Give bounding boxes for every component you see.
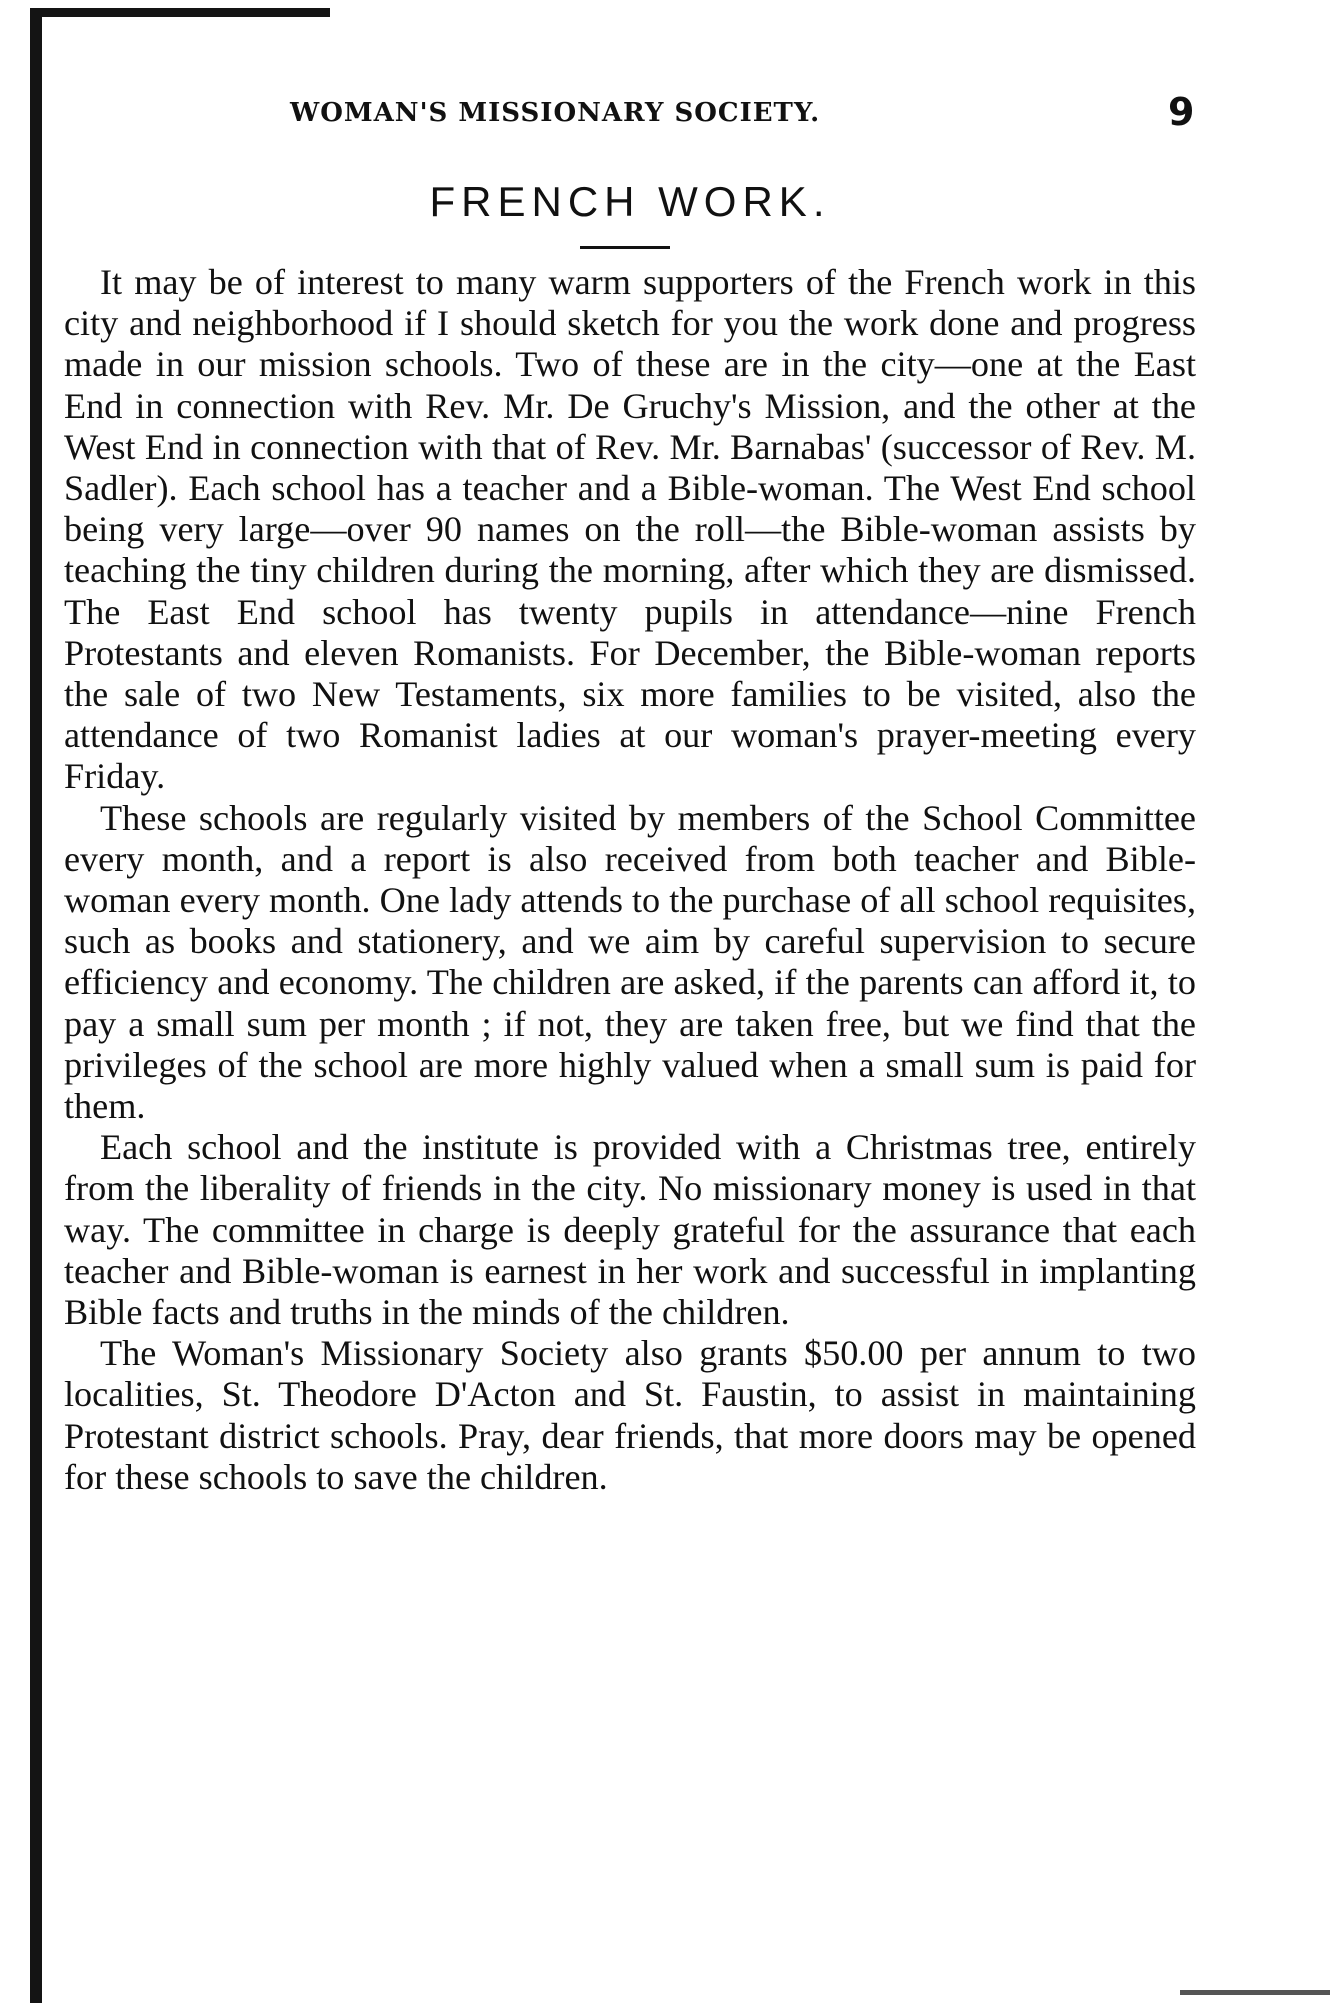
page-number: 9 [1168, 90, 1195, 134]
title-rule [580, 246, 670, 249]
paragraph-3: Each school and the institute is provided with a Christmas tree, entirely from the liberality of friends in the city. No missionary money is used in that way. The committee in charge is deeply grateful for the assurance that each teacher and Bible-woman is earnest in her work and successful in implanting Bible facts and truths in the minds of the children. [64, 1127, 1196, 1333]
paragraph-1: It may be of interest to many warm supporters of the French work in this city and neighborhood if I should sketch for you the work done and progress made in our mission schools. Two of these are in the city—one at the East End in connection with Rev. Mr. De Gruchy's Mission, and the other at the West End in connection with that of Rev. Mr. Barnabas' (successor of Rev. M. Sadler). Each school has a teacher and a Bible-woman. The West End school being very large—over 90 names on the roll—the Bible-woman assists by teaching the tiny children during the morning, after which they are dismissed. The East End school has twenty pupils in attendance—nine French Protestants and eleven Romanists. For December, the Bible-woman reports the sale of two New Testaments, six more families to be visited, also the attendance of two Romanist ladies at our woman's prayer-meeting every Friday. [64, 262, 1196, 797]
scan-edge-left [30, 8, 42, 2003]
section-title: FRENCH WORK. [429, 178, 831, 225]
paragraph-4: The Woman's Missionary Society also grants $50.00 per annum to two localities, St. Theodore D'Acton and St. Faustin, to assist in maintaining Protestant district schools. Pray, dear friends, that more doors may be opened for these schools to save the children. [64, 1333, 1196, 1497]
body-text [64, 262, 1196, 1498]
scan-edge-bottom [1180, 1990, 1330, 1995]
page-header [290, 90, 1195, 138]
running-head: WOMAN'S MISSIONARY SOCIETY. [290, 98, 821, 128]
paragraph-2: These schools are regularly visited by members of the School Committee every month, and a report is also received from both teacher and Bible-woman every month. One lady attends to the purchase of all school requisites, such as books and stationery, and we aim by careful supervision to secure efficiency and economy. The children are asked, if the parents can afford it, to pay a small sum per month ; if not, they are taken free, but we find that the privileges of the school are more highly valued when a small sum is paid for them. [64, 797, 1196, 1127]
scan-edge-top [30, 8, 330, 17]
